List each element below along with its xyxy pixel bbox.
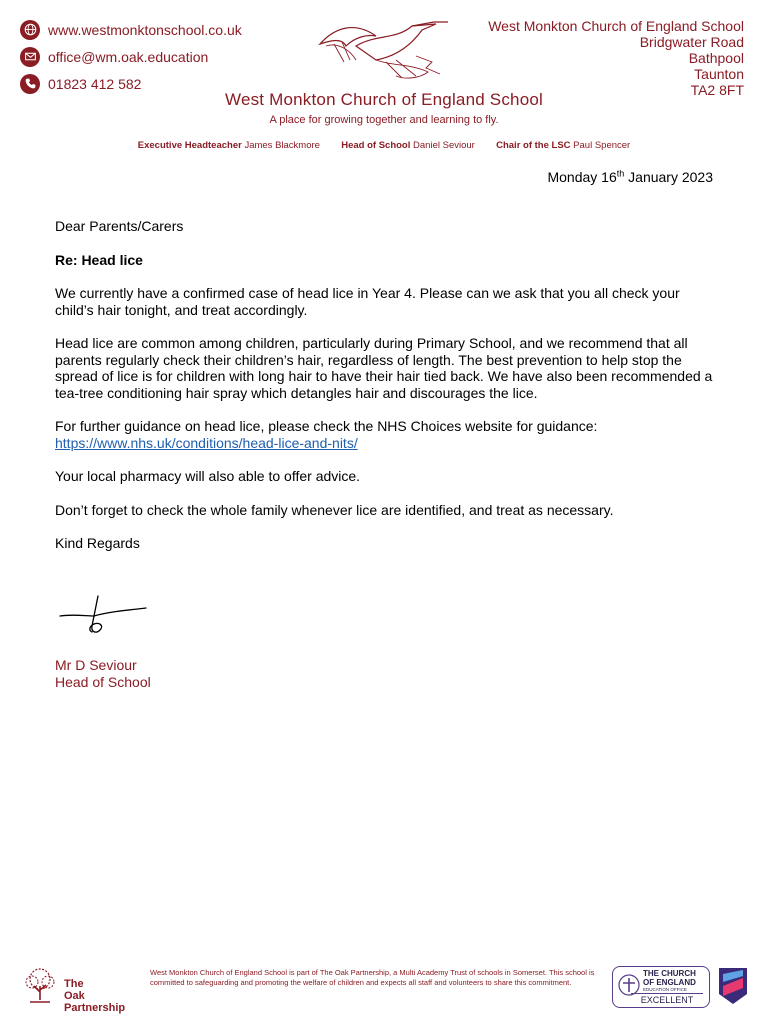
letter-date — [547, 169, 713, 185]
signer-title: Head of School — [55, 674, 151, 690]
phone-text: 01823 412 582 — [48, 75, 142, 92]
address-line: TA2 8FT — [690, 82, 744, 98]
coe-rating: EXCELLENT — [631, 993, 703, 1005]
chair-name: Paul Spencer — [573, 140, 631, 151]
address-line: Bridgwater Road — [639, 34, 744, 50]
coe-line-3: EDUCATION OFFICE — [643, 987, 687, 992]
address-line: Bathpool — [688, 50, 744, 66]
school-motto: A place for growing together and learning to fly. — [269, 114, 499, 126]
head-of-school-title: Head of School — [341, 140, 411, 151]
date-ordinal: th — [616, 168, 625, 179]
staff-line — [0, 140, 768, 151]
address-line: Taunton — [694, 66, 744, 82]
head-of-school-name: Daniel Seviour — [413, 140, 475, 151]
school-address — [488, 18, 744, 98]
exec-head-title: Executive Headteacher — [137, 140, 242, 151]
date-month-year: January 2023 — [624, 169, 713, 185]
subject-line: Re: Head lice — [55, 251, 143, 268]
paragraph-5: Don’t forget to check the whole family whenever lice are identified, and treat as necessary. — [55, 501, 614, 518]
signer-block — [55, 657, 151, 691]
oak-partnership-name — [64, 978, 142, 1014]
guidance-text: For further guidance on head lice, please check the NHS Choices website for guidance: — [55, 418, 598, 434]
website-contact[interactable] — [20, 16, 242, 43]
coe-line-1: THE CHURCH — [643, 969, 696, 978]
contact-list — [20, 16, 242, 97]
paragraph-2: Head lice are common among children, particularly during Primary School, and we recommend that all parents regularly check their children’s hair, regardless of length. The best prevention to help stop the spread of lice is for children with long hair to have their hair tied back. We have also been recommended a tea-tree conditioning hair spray which detangles hair and discourages the lice. — [55, 335, 713, 401]
website-text: www.westmonktonschool.co.uk — [48, 21, 242, 38]
footer-statement: West Monkton Church of England School is part of The Oak Partnership, a Multi Academy Trust of schools in Somerset. This school is committed to safeguarding and promoting the welfare of children and expects all staff and volunteers to share this commitment. — [150, 968, 595, 987]
handwritten-signature — [58, 592, 150, 638]
coe-name — [643, 970, 696, 993]
paragraph-3 — [55, 418, 720, 451]
oak-partnership-logo — [18, 966, 142, 1014]
date-day: Monday 16 — [547, 169, 617, 185]
letter-body — [55, 218, 720, 569]
school-name: West Monkton Church of England School — [225, 90, 543, 109]
mail-icon — [20, 47, 40, 67]
salutation: Dear Parents/Carers — [55, 218, 184, 234]
oak-line-2: Oak Partnership — [64, 990, 126, 1014]
globe-icon — [20, 20, 40, 40]
email-contact[interactable] — [20, 43, 242, 70]
oak-line-1: The — [64, 978, 84, 990]
nhs-link[interactable]: https://www.nhs.uk/conditions/head-lice-and-nits/ — [55, 434, 358, 451]
paragraph-1: We currently have a confirmed case of head lice in Year 4. Please can we ask that you all check your child’s hair tonight, and treat accordingly. — [55, 285, 680, 318]
oak-tree-icon — [18, 966, 62, 1006]
coe-line-2: OF ENGLAND — [643, 977, 696, 987]
exec-head-name: James Blackmore — [244, 140, 320, 151]
closing: Kind Regards — [55, 535, 140, 551]
email-text: office@wm.oak.education — [48, 48, 209, 65]
school-bird-logo — [316, 16, 452, 88]
church-of-england-badge — [612, 966, 710, 1008]
chair-title: Chair of the LSC — [496, 140, 571, 151]
paragraph-4: Your local pharmacy will also able to offer advice. — [55, 468, 361, 484]
signer-name: Mr D Seviour — [55, 657, 137, 673]
accreditation-badge — [715, 966, 751, 1006]
address-line: West Monkton Church of England School — [488, 18, 744, 34]
